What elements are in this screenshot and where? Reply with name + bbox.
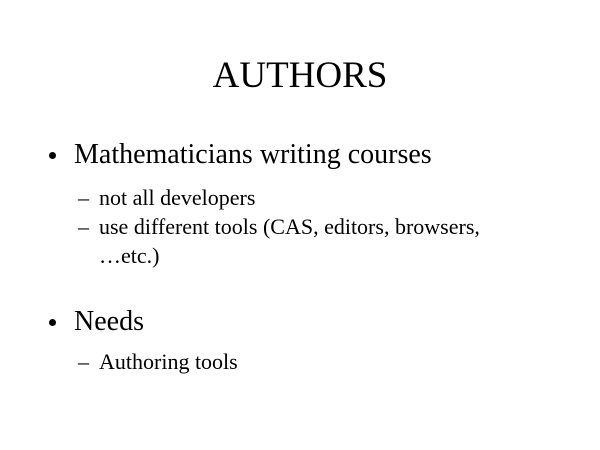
- slide-title: AUTHORS: [212, 55, 388, 96]
- sub-item-line: use different tools (CAS, editors, browsers,: [99, 214, 480, 239]
- bullet-label: Mathematicians writing courses: [74, 139, 432, 170]
- sub-item-line: not all developers: [99, 185, 256, 210]
- sub-item-line: Authoring tools: [99, 349, 238, 374]
- bullet-item-mathematicians: [49, 141, 432, 169]
- bullet-item-needs: [49, 308, 144, 336]
- sub-item-text: [99, 212, 480, 270]
- dash-icon: –: [78, 185, 89, 210]
- sub-item-text: [99, 183, 255, 212]
- dash-icon: –: [78, 349, 89, 374]
- bullet-icon: [49, 319, 56, 326]
- sub-item-use-different-tools: [78, 212, 480, 270]
- sub-item-authoring-tools: [78, 347, 238, 376]
- sub-item-text: [99, 347, 238, 376]
- bullet-icon: [49, 152, 56, 159]
- dash-icon: –: [78, 214, 89, 239]
- bullet-label: Needs: [74, 306, 144, 337]
- sub-item-line: …etc.): [99, 243, 160, 268]
- sub-item-not-all-developers: [78, 183, 255, 212]
